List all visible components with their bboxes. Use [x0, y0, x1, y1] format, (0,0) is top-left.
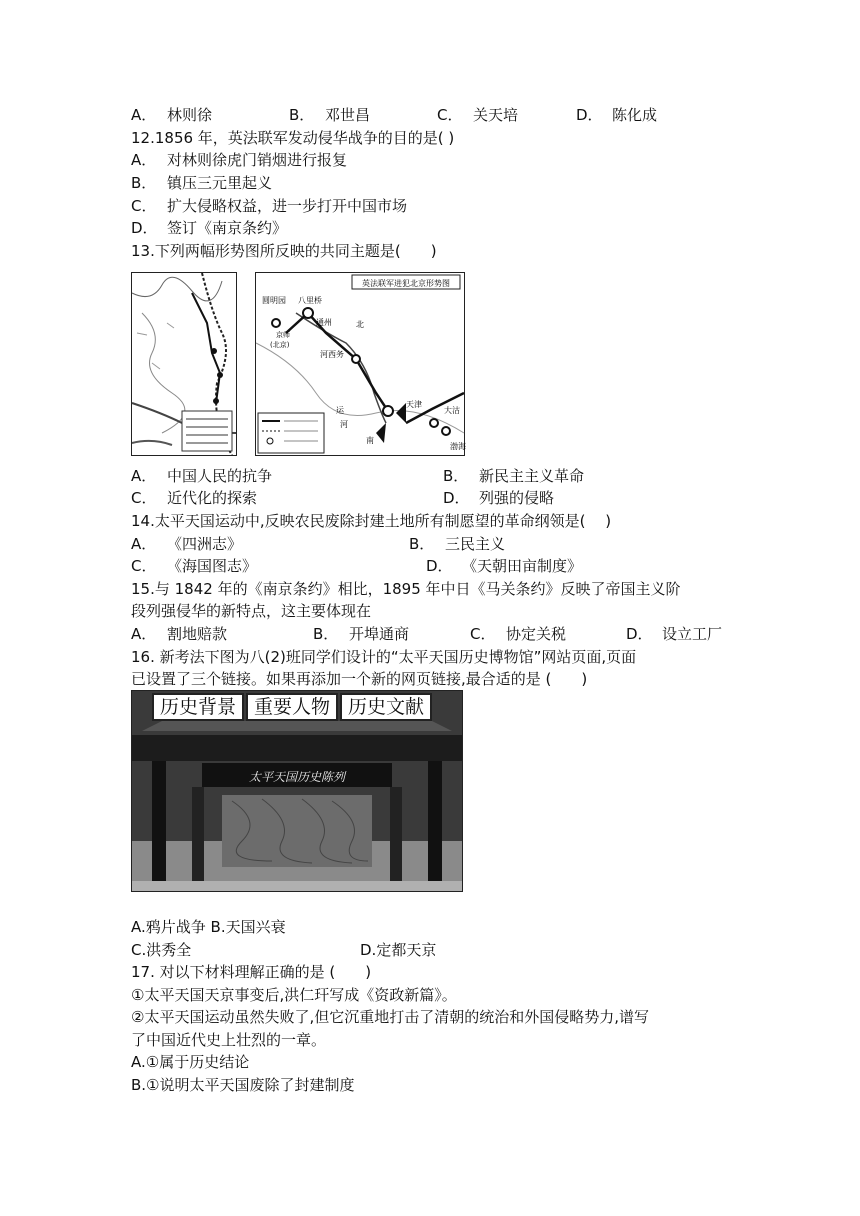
q12-option-c: C． 扩大侵略权益，进一步打开中国市场 [131, 197, 408, 215]
q15-option-b: B． 开埠通商 [313, 625, 410, 643]
map-anglo-french-invasion [255, 272, 465, 456]
q11-option-a: A． 林则徐 [131, 106, 213, 124]
label-jingshi: 京师 [276, 331, 290, 339]
label-yuanmingyuan: 圆明园 [262, 296, 286, 305]
label-tongzhou: 通州 [316, 318, 332, 327]
tab-historical-documents[interactable]: 历史文献 [340, 693, 432, 721]
label-river-he: 河 [340, 420, 348, 429]
museum-website-image [131, 690, 463, 892]
q17-option-b: B.①说明太平天国废除了封建制度 [131, 1076, 355, 1094]
q17-option-a: A.①属于历史结论 [131, 1053, 250, 1071]
q16-option-c: C.洪秀全 [131, 941, 192, 959]
q14-option-b: B． 三民主义 [409, 535, 506, 553]
website-nav-tabs [152, 693, 434, 721]
q13-option-c: C． 近代化的探索 [131, 489, 258, 507]
label-hexiwu: 河西务 [320, 350, 344, 359]
q17-stem: 17. 对以下材料理解正确的是 ( ) [131, 963, 372, 981]
q13-option-b: B． 新民主主义革命 [443, 467, 585, 485]
gate-sign: 太平天国历史陈列 [248, 770, 346, 784]
label-bohai: 渤海 [450, 442, 466, 451]
q13-option-d: D． 列强的侵略 [443, 489, 555, 507]
q15-option-a: A． 割地赔款 [131, 625, 228, 643]
q13-stem: 13.下列两幅形势图所反映的共同主题是( ) [131, 242, 437, 260]
tab-history-background[interactable]: 历史背景 [152, 693, 244, 721]
q16-stem-line2: 已设置了三个链接。如果再添加一个新的网页链接,最合适的是 ( ) [131, 670, 588, 688]
q11-option-b: B． 邓世昌 [289, 106, 371, 124]
label-south: 南 [366, 436, 374, 445]
q17-material-2-line2: 了中国近代史上壮烈的一章。 [131, 1031, 327, 1049]
q12-option-a: A． 对林则徐虎门销烟进行报复 [131, 151, 348, 169]
q13-option-a: A． 中国人民的抗争 [131, 467, 273, 485]
q11-option-c: C． 关天培 [437, 106, 519, 124]
q14-option-a: A． 《四洲志》 [131, 535, 243, 553]
q15-option-d: D． 设立工厂 [626, 625, 723, 643]
q14-option-d: D． 《天朝田亩制度》 [426, 557, 583, 575]
q15-stem-line2: 段列强侵华的新特点，这主要体现在 [131, 602, 372, 620]
tab-important-people[interactable]: 重要人物 [246, 693, 338, 721]
q17-material-1: ①太平天国天京事变后,洪仁玕写成《资政新篇》。 [131, 986, 457, 1004]
label-dagu: 大沽 [444, 406, 460, 415]
q16-stem-line1: 16. 新考法下图为八(2)班同学们设计的“太平天国历史博物馆”网站页面,页面 [131, 648, 637, 666]
q17-material-2-line1: ②太平天国运动虽然失败了,但它沉重地打击了清朝的统治和外国侵略势力,谱写 [131, 1008, 649, 1026]
q15-option-c: C． 协定关税 [470, 625, 567, 643]
q14-option-c: C． 《海国图志》 [131, 557, 258, 575]
label-river-north: 北 [356, 320, 364, 329]
q15-stem-line1: 15.与 1842 年的《南京条约》相比，1895 年中日《马关条约》反映了帝国主义阶 [131, 580, 681, 598]
q16-options-ab: A.鸦片战争 B.天国兴衰 [131, 918, 286, 936]
map-title: 英法联军进犯北京形势图 [362, 279, 450, 288]
q14-stem: 14.太平天国运动中,反映农民废除封建土地所有制愿望的革命纲领是( ) [131, 512, 612, 530]
q11-option-d: D． 陈化成 [576, 106, 658, 124]
label-baliqiao: 八里桥 [298, 296, 322, 305]
q16-option-d: D.定都天京 [360, 941, 437, 959]
q12-stem: 12.1856 年，英法联军发动侵华战争的目的是( ) [131, 129, 455, 147]
q12-option-d: D． 签订《南京条约》 [131, 219, 288, 237]
q12-option-b: B． 镇压三元里起义 [131, 174, 273, 192]
label-beijing: (北京) [270, 341, 290, 349]
label-river-yun: 运 [336, 406, 344, 415]
label-tianjin: 天津 [406, 400, 422, 409]
map-opium-war [131, 272, 237, 456]
